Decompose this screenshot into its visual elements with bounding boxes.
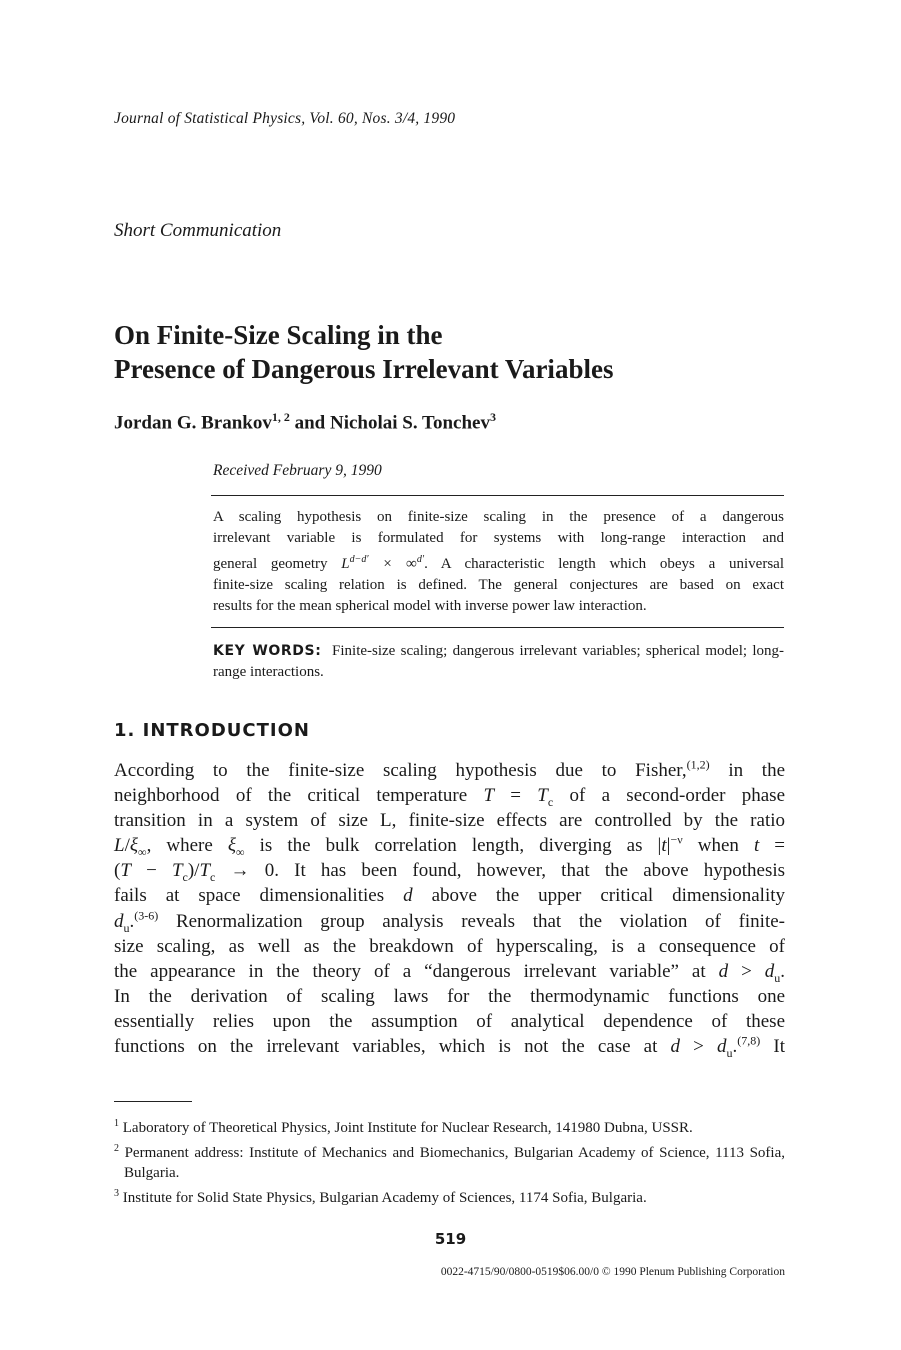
footnote-rule — [114, 1101, 192, 1102]
footnote-text: Permanent address: Institute of Mechanics and Biomechanics, Bulgarian Academy of Science, 1113 Sofia, Bulgaria. — [124, 1144, 785, 1181]
footnote-marker: 1 — [114, 1118, 119, 1129]
body-line: functions on the irrelevant variables, which is not the case at $d > d_u.^{(7,8)}$ It — [114, 1033, 786, 1060]
footnotes — [114, 1114, 785, 1208]
footnote-marker: 3 — [114, 1187, 119, 1199]
key-words-label: KEY WORDS: — [213, 643, 322, 659]
body-text-span: in the — [728, 760, 786, 781]
body-line: $d_u.^{(3-6)}$ Renormalization group analysis reveals that the violation of finite- — [114, 908, 786, 935]
footnote-text: Laboratory of Theoretical Physics, Joint Institute for Nuclear Research, 141980 Dubna, USSR. — [122, 1120, 693, 1136]
body-text-span: neighborhood of the critical temperature — [114, 785, 468, 807]
body-text-span: , where — [146, 835, 213, 857]
key-words — [213, 641, 784, 683]
abstract-line: results for the mean spherical model with inverse power law interaction. — [213, 598, 647, 614]
body-text-span: when — [697, 835, 739, 857]
author-2-affiliation: 3 — [489, 410, 496, 424]
body-text-span: fails at space dimensionalities — [114, 885, 385, 907]
body-text-span: It — [773, 1036, 786, 1058]
author-1-affiliation: 1, 2 — [271, 410, 290, 424]
abstract-text: . A characteristic length which obeys a universal — [424, 556, 784, 572]
geometry-formula: $L^{d-d'} \times \infty^{d'}$ — [341, 554, 425, 572]
body-text-span: is the bulk correlation length, diverging as — [259, 835, 643, 857]
body-text-span: functions on the irrelevant variables, which is not the case at — [114, 1036, 658, 1058]
body-text-span: above the upper critical dimensionality — [431, 885, 786, 907]
abstract-line: finite-size scaling relation is defined. The general conjectures are based on exact — [213, 577, 784, 593]
author-2: Nicholai S. Tonchev — [329, 412, 490, 434]
article-type: Short Communication — [114, 220, 282, 241]
body-line: In the derivation of scaling laws for the thermodynamic functions one — [114, 985, 785, 1007]
author-list — [114, 410, 496, 434]
abstract-line: A scaling hypothesis on finite-size scaling in the presence of a dangerous — [213, 509, 784, 525]
key-words-text: Finite-size scaling; dangerous irrelevant variables; spherical model; long-range interactions. — [213, 643, 784, 680]
abstract-bottom-rule — [211, 627, 784, 628]
footnote-marker: 2 — [114, 1142, 119, 1154]
footnote-1 — [114, 1114, 785, 1139]
body-line: $L/\xi_\infty$, where $\xi_\infty$ is the bulk correlation length, diverging as $|t|^{-\nu}$ when t = — [114, 832, 786, 860]
abstract — [213, 507, 784, 617]
body-line: transition in a system of size L, finite-size effects are controlled by the ratio — [114, 810, 785, 832]
journal-citation: Journal of Statistical Physics, Vol. 60, Nos. 3/4, 1990 — [114, 110, 456, 127]
body-line: neighborhood of the critical temperature $T = T_c$ of a second-order phase — [114, 785, 786, 809]
body-line: fails at space dimensionalities d above the upper critical dimensionality — [114, 885, 786, 907]
body-text — [114, 758, 785, 1059]
footnote-text: Institute for Solid State Physics, Bulgarian Academy of Sciences, 1174 Sofia, Bulgaria. — [122, 1189, 647, 1206]
abstract-line: irrelevant variable is formulated for systems with long-range interaction and — [213, 530, 784, 546]
abstract-top-rule — [211, 495, 784, 496]
citation-ref: (7,8) — [737, 1033, 761, 1048]
author-connector: and — [294, 412, 326, 434]
body-text-span: Renormalization group analysis reveals that the violation of finite- — [175, 910, 786, 932]
abstract-text: general geometry — [213, 556, 328, 572]
copyright-line: 0022-4715/90/0800-0519$06.00/0 © 1990 Plenum Publishing Corporation — [440, 1266, 785, 1278]
abstract-line — [213, 549, 784, 575]
body-line: the appearance in the theory of a “dangerous irrelevant variable” at $d > d_u$. — [114, 960, 786, 985]
citation-ref: (3-6) — [134, 908, 159, 923]
title-line-2: Presence of Dangerous Irrelevant Variables — [114, 354, 614, 384]
received-date: Received February 9, 1990 — [213, 462, 382, 479]
body-text-span: . It has been found, however, that the above hypothesis — [274, 860, 786, 882]
page-number: 519 — [434, 1230, 467, 1248]
footnote-3 — [114, 1184, 785, 1209]
author-1: Jordan G. Brankov — [114, 412, 272, 434]
title-line-1: On Finite-Size Scaling in the — [114, 320, 443, 350]
body-line — [114, 758, 785, 783]
paper-title — [114, 318, 613, 386]
body-line: $(T - T_c)/T_c \to 0$. It has been found, however, that the above hypothesis — [114, 860, 786, 885]
body-line: size scaling, as well as the breakdown of hyperscaling, is a consequence of — [114, 935, 785, 957]
body-text-span: According to the finite-size scaling hypothesis due to Fisher, — [114, 760, 687, 781]
body-text-span: of a second-order phase — [569, 785, 786, 807]
body-line: essentially relies upon the assumption of analytical dependence of these — [114, 1010, 785, 1032]
citation-ref: (1,2) — [686, 757, 710, 772]
body-text-span: the appearance in the theory of a “dangerous irrelevant variable” at — [114, 960, 706, 982]
footnote-2 — [114, 1139, 785, 1184]
section-heading: 1. INTRODUCTION — [114, 720, 310, 741]
